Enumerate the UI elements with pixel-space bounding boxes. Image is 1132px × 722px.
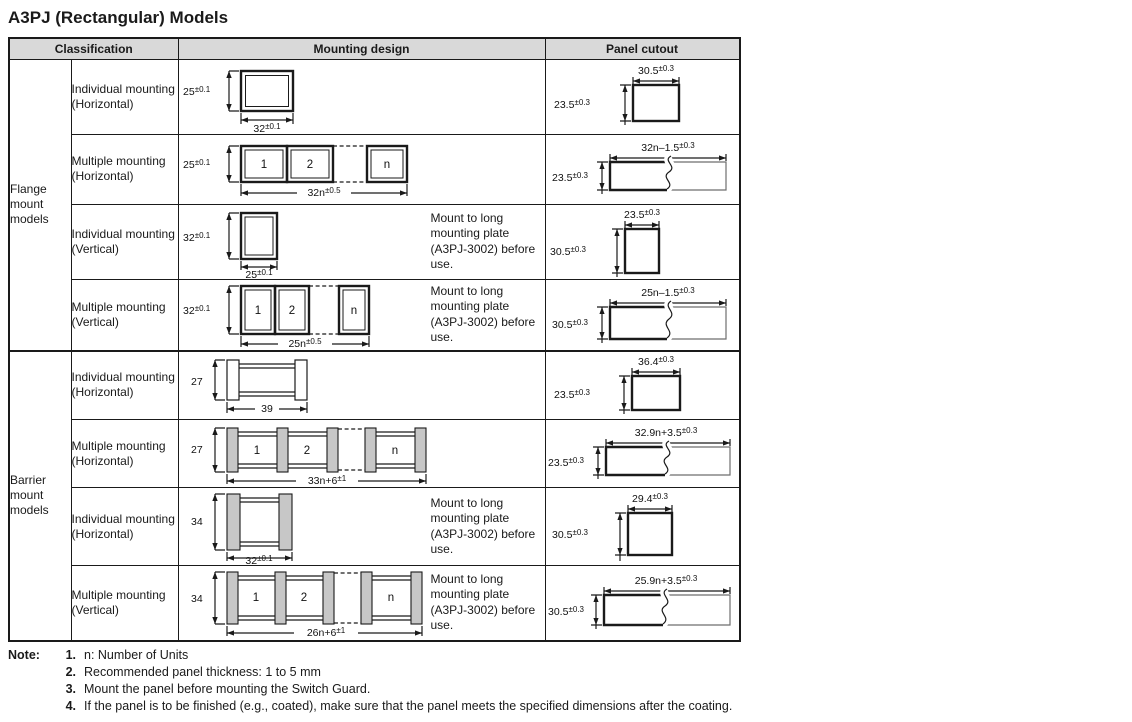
dim-height-label: $32^{\pm 0.1}$ bbox=[182, 303, 210, 317]
note-text: Mount the panel before mounting the Switch Guard. bbox=[84, 681, 371, 696]
mounting-design-cell bbox=[178, 488, 545, 566]
cutout-width-label: $32n-1.5^{\pm 0.3}$ bbox=[640, 141, 695, 154]
panel-cutout-cell bbox=[545, 566, 740, 641]
note-number: 4. bbox=[65, 698, 76, 713]
table-row bbox=[9, 279, 740, 351]
cutout-drawing bbox=[546, 490, 726, 564]
mount-note: Mount to long mounting plate (A3PJ-3002) before use. bbox=[430, 210, 536, 271]
mounting-drawing-flange-multiple-vertical bbox=[179, 280, 379, 350]
cutout-drawing bbox=[546, 353, 736, 417]
mount-note: Mount to long mounting plate (A3PJ-3002) before use. bbox=[430, 571, 536, 633]
notes-section bbox=[8, 647, 1132, 715]
dim-width-label: 39 bbox=[260, 403, 273, 416]
table-row bbox=[9, 351, 740, 420]
cutout-width-label: $23.5^{\pm 0.3}$ bbox=[623, 207, 660, 221]
cutout-width-label: $32.9n+3.5^{\pm 0.3}$ bbox=[634, 425, 697, 439]
unit-box-label: n bbox=[391, 444, 398, 457]
table-row bbox=[9, 134, 740, 204]
unit-box-label: 2 bbox=[288, 304, 295, 317]
panel-cutout-cell bbox=[545, 279, 740, 351]
mounting-design-cell bbox=[178, 420, 545, 488]
cutout-drawing bbox=[546, 424, 739, 484]
mounting-drawing-barrier-individual-vertical bbox=[179, 488, 364, 565]
note-item bbox=[8, 681, 1132, 698]
unit-box-label: 1 bbox=[253, 444, 260, 457]
cutout-height-label: $23.5^{\pm 0.3}$ bbox=[553, 388, 590, 402]
cutout-width-label: $29.4^{\pm 0.3}$ bbox=[631, 491, 668, 505]
classification-cell: Multiple mounting (Horizontal) bbox=[71, 134, 178, 204]
note-text: If the panel is to be finished (e.g., coated), make sure that the panel meets the specified dimensions after the coating. bbox=[84, 698, 733, 713]
table-row bbox=[9, 204, 740, 279]
mounting-drawing-barrier-multiple-horizontal bbox=[179, 422, 431, 486]
mounting-drawing-barrier-individual-horizontal bbox=[179, 352, 379, 418]
note-number: 3. bbox=[65, 681, 76, 696]
classification-cell: Individual mounting (Horizontal) bbox=[71, 351, 178, 420]
cutout-drawing bbox=[546, 284, 739, 346]
mounting-design-cell bbox=[178, 134, 545, 204]
dim-width-label: $33n+6^{\pm 1}$ bbox=[307, 473, 346, 486]
cutout-width-label: $30.5^{\pm 0.3}$ bbox=[637, 63, 674, 77]
cutout-height-label: $23.5^{\pm 0.3}$ bbox=[547, 455, 584, 469]
panel-cutout-cell bbox=[545, 59, 740, 134]
cutout-drawing bbox=[546, 206, 706, 278]
models-table bbox=[8, 37, 741, 642]
dim-height-label: 34 bbox=[190, 592, 203, 605]
table-row bbox=[9, 488, 740, 566]
note-text: n: Number of Units bbox=[84, 647, 189, 662]
cutout-width-label: $25.9n+3.5^{\pm 0.3}$ bbox=[634, 573, 697, 587]
mounting-design-cell bbox=[178, 59, 545, 134]
panel-cutout-cell bbox=[545, 351, 740, 420]
unit-box-label: 2 bbox=[300, 591, 307, 604]
classification-cell: Multiple mounting (Vertical) bbox=[71, 279, 178, 351]
panel-cutout-cell bbox=[545, 488, 740, 566]
unit-box-label: n bbox=[387, 591, 394, 604]
note-item bbox=[8, 664, 1132, 681]
header-mounting-design: Mounting design bbox=[178, 38, 545, 59]
table-row bbox=[9, 420, 740, 488]
dim-height-label: 27 bbox=[190, 443, 203, 456]
panel-cutout-cell bbox=[545, 204, 740, 279]
dim-height-label: 27 bbox=[190, 376, 203, 389]
classification-cell: Multiple mounting (Vertical) bbox=[71, 566, 178, 641]
cutout-width-label: $25n-1.5^{\pm 0.3}$ bbox=[640, 285, 695, 299]
mounting-design-cell bbox=[178, 351, 545, 420]
unit-box-label: 2 bbox=[306, 159, 313, 171]
panel-cutout-cell bbox=[545, 134, 740, 204]
note-number: 1. bbox=[65, 647, 76, 662]
unit-box-label: 1 bbox=[254, 304, 261, 317]
cutout-height-label: $30.5^{\pm 0.3}$ bbox=[547, 604, 584, 618]
cutout-drawing bbox=[546, 62, 736, 132]
table-row bbox=[9, 566, 740, 641]
dim-width-label: $25n^{\pm 0.5}$ bbox=[287, 336, 322, 350]
classification-cell: Individual mounting (Horizontal) bbox=[71, 488, 178, 566]
group-label-flange: Flange mount models bbox=[9, 59, 71, 351]
mounting-drawing-barrier-multiple-vertical bbox=[179, 567, 431, 639]
cutout-height-label: $30.5^{\pm 0.3}$ bbox=[549, 244, 586, 258]
note-item bbox=[8, 698, 1132, 715]
cutout-drawing bbox=[546, 139, 739, 199]
cutout-height-label: $30.5^{\pm 0.3}$ bbox=[551, 527, 588, 541]
mount-note: Mount to long mounting plate (A3PJ-3002) before use. bbox=[430, 495, 536, 556]
dim-width-label: $32n^{\pm 0.5}$ bbox=[306, 186, 341, 199]
panel-cutout-cell bbox=[545, 420, 740, 488]
dim-width-label: $32^{\pm 0.1}$ bbox=[244, 554, 273, 565]
cutout-height-label: $23.5^{\pm 0.3}$ bbox=[553, 97, 590, 111]
note-text: Recommended panel thickness: 1 to 5 mm bbox=[84, 664, 321, 679]
dim-width-label: $26n+6^{\pm 1}$ bbox=[306, 625, 345, 639]
dim-height-label: $25^{\pm 0.1}$ bbox=[182, 158, 210, 171]
mounting-drawing-flange-individual-vertical bbox=[179, 205, 364, 279]
mounting-design-cell bbox=[178, 279, 545, 351]
cutout-height-label: $30.5^{\pm 0.3}$ bbox=[551, 317, 588, 331]
classification-cell: Individual mounting (Vertical) bbox=[71, 204, 178, 279]
unit-box-label: n bbox=[350, 304, 357, 317]
unit-box-label: n bbox=[383, 159, 390, 171]
table-row bbox=[9, 59, 740, 134]
mounting-design-cell bbox=[178, 566, 545, 641]
dim-height-label: $25^{\pm 0.1}$ bbox=[182, 84, 210, 98]
header-row bbox=[9, 38, 740, 59]
cutout-height-label: $23.5^{\pm 0.3}$ bbox=[551, 171, 588, 184]
unit-box-label: 1 bbox=[260, 159, 267, 171]
cutout-drawing bbox=[546, 572, 739, 634]
note-label: Note: bbox=[8, 647, 40, 662]
dim-height-label: $32^{\pm 0.1}$ bbox=[182, 230, 210, 244]
unit-box-label: 1 bbox=[252, 591, 259, 604]
mounting-design-cell bbox=[178, 204, 545, 279]
header-panel-cutout: Panel cutout bbox=[545, 38, 740, 59]
dim-width-label: $25^{\pm 0.1}$ bbox=[244, 267, 273, 279]
classification-cell: Multiple mounting (Horizontal) bbox=[71, 420, 178, 488]
mounting-drawing-flange-multiple-horizontal bbox=[179, 136, 429, 202]
dim-width-label: $32^{\pm 0.1}$ bbox=[252, 121, 281, 133]
header-classification: Classification bbox=[9, 38, 178, 59]
mount-note: Mount to long mounting plate (A3PJ-3002) before use. bbox=[430, 283, 536, 344]
unit-box-label: 2 bbox=[303, 444, 310, 457]
classification-cell: Individual mounting (Horizontal) bbox=[71, 59, 178, 134]
note-number: 2. bbox=[65, 664, 76, 679]
dim-height-label: 34 bbox=[190, 516, 203, 528]
note-item bbox=[8, 647, 1132, 664]
page-title: A3PJ (Rectangular) Models bbox=[8, 8, 229, 27]
cutout-width-label: $36.4^{\pm 0.3}$ bbox=[637, 355, 674, 369]
mounting-drawing-flange-individual-horizontal bbox=[179, 61, 379, 133]
group-label-barrier: Barrier mount models bbox=[9, 351, 71, 641]
